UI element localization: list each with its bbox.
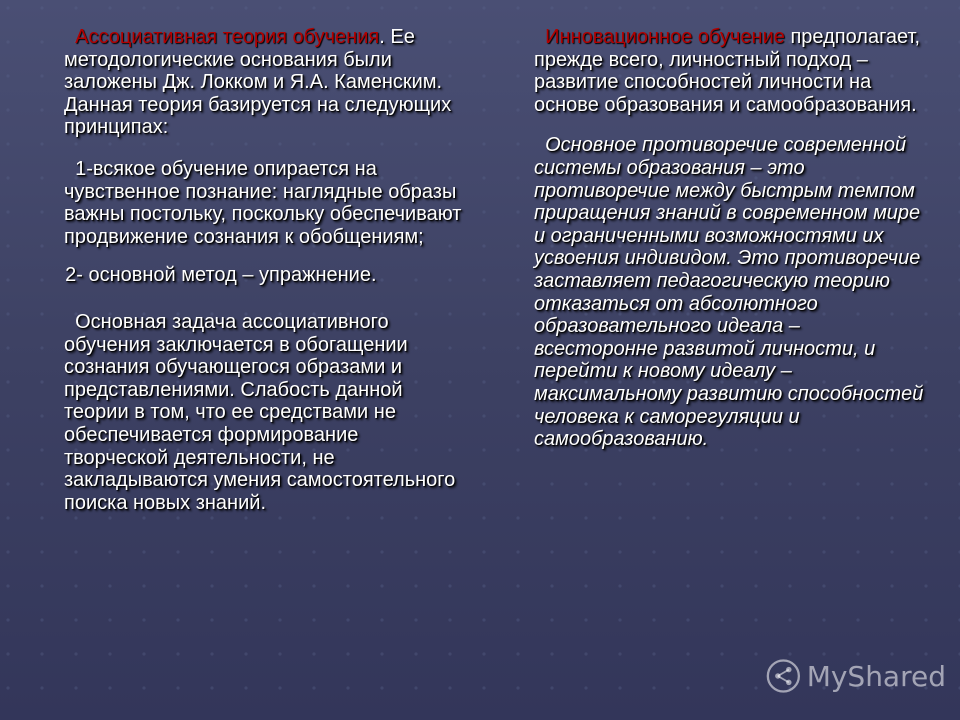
associative-theory-heading: Ассоциативная теория обучения <box>75 26 380 48</box>
left-paragraph-1 <box>64 26 464 139</box>
left-paragraph-3 <box>54 264 464 287</box>
left-paragraph-2 <box>64 158 464 248</box>
right-paragraph-1-text: предполагает, прежде всего, личностный подход – развитие способностей личности на основе образования и самообразования. <box>534 26 921 116</box>
right-column <box>534 26 924 451</box>
watermark-text: MyShared <box>806 659 946 693</box>
innovative-learning-heading: Инновационное обучение <box>545 26 785 48</box>
principle-1-text: 1-всякое обучение опирается на чувственное познание: наглядные образы важны постольку, поскольку обеспечивают продвижение сознания к обобщениям; <box>64 157 462 248</box>
main-task-text: Основная задача ассоциативного обучения заключается в обогащении сознания обучающегося образами и представлениями. Слабость данной теории в том, что ее средствами не обеспечивается формирование творческой деятельности, не закладываются умения самостоятельного поиска новых знаний. <box>64 310 456 514</box>
right-paragraph-1 <box>534 26 924 116</box>
principle-2-text: 2- основной метод – упражнение. <box>65 264 377 287</box>
share-icon <box>766 657 801 695</box>
left-paragraph-1-text: . Ее методологические основания были заложены Дж. Локком и Я.А. Каменским. Данная теория базируется на следующих принципах: <box>64 26 452 139</box>
left-column <box>64 26 464 514</box>
right-paragraph-2 <box>534 134 924 450</box>
myshared-watermark <box>766 655 946 697</box>
main-contradiction-text: Основное противоречие современной системы образования – это противоречие между быстрым темпом приращения знаний в современном мире и ограниченными возможностями их усвоения индивидом. Это противоречие заставляет педагогическую теорию отказаться от абсолютного образовательного идеала – всесторонне развитой личности, и перейти к новому идеалу – максимальному развитию способностей человека к саморегуляции и самообразованию. <box>534 134 924 451</box>
left-paragraph-4 <box>64 311 464 514</box>
